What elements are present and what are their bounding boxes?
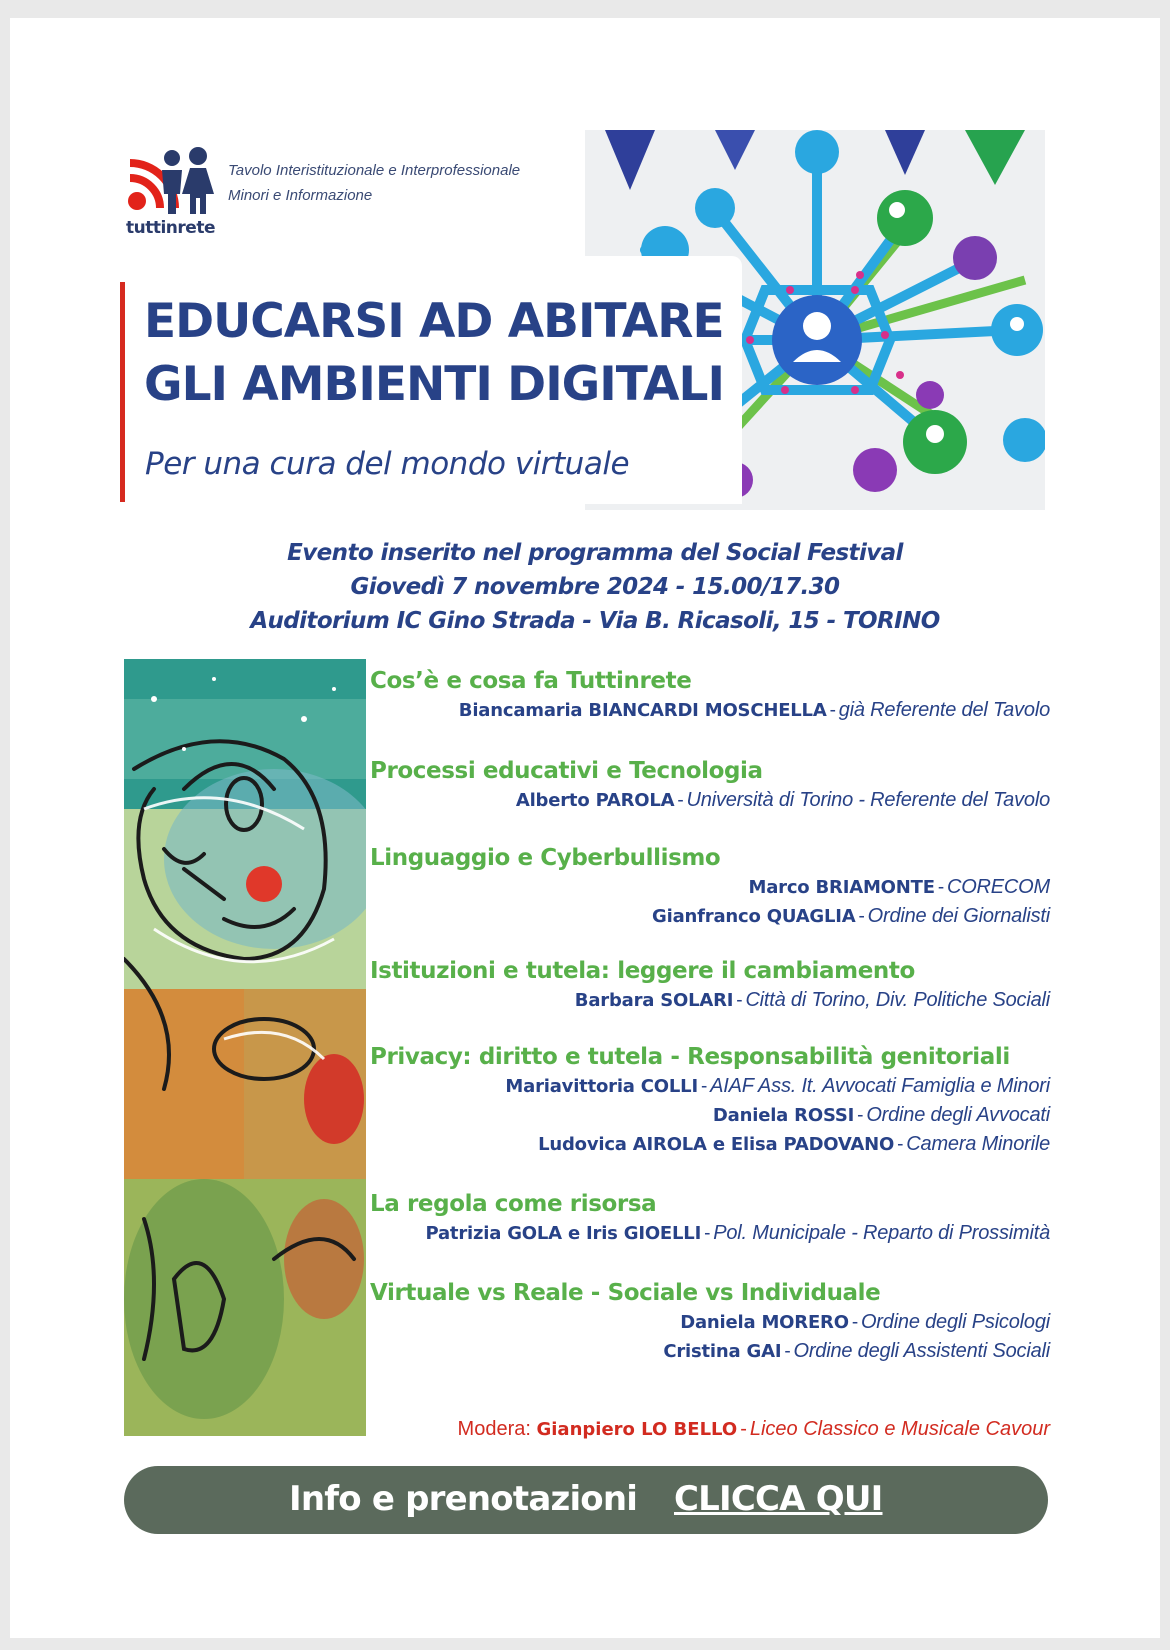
event-location: Auditorium IC Gino Strada - Via B. Ricasoli, 15 - TORINO: [250, 608, 940, 634]
booking-label: Info e prenotazioni: [289, 1479, 638, 1519]
speaker-line: Ludovica AIROLA e Elisa PADOVANO - Camera Minorile: [538, 1133, 1050, 1155]
speaker-line: Daniela MORERO - Ordine degli Psicologi: [680, 1311, 1050, 1333]
speaker-role: già Referente del Tavolo: [838, 699, 1050, 721]
moderator-name: Gianpiero LO BELLO: [536, 1419, 738, 1440]
speaker-line: Barbara SOLARI - Città di Torino, Div. Politiche Sociali: [574, 989, 1050, 1011]
booking-banner: [124, 1466, 1048, 1534]
speaker-role: Camera Minorile: [906, 1133, 1050, 1155]
speaker-name: Daniela MORERO: [680, 1312, 849, 1333]
section-title: Linguaggio e Cyberbullismo: [370, 845, 721, 871]
flyer-page: [10, 18, 1160, 1638]
speaker-name: Alberto PAROLA: [515, 790, 675, 811]
click-here-link[interactable]: CLICCA QUI: [674, 1479, 883, 1519]
program-section: [370, 843, 1050, 931]
section-title: Istituzioni e tutela: leggere il cambiamento: [370, 958, 915, 984]
speaker-line: Marco BRIAMONTE - CORECOM: [748, 876, 1050, 898]
section-title: La regola come risorsa: [370, 1191, 657, 1217]
speaker-role: Città di Torino, Div. Politiche Sociali: [745, 989, 1050, 1011]
speaker-name: Ludovica AIROLA e Elisa PADOVANO: [538, 1134, 895, 1155]
speaker-role: Ordine degli Avvocati: [866, 1104, 1050, 1126]
speaker-name: Biancamaria BIANCARDI MOSCHELLA: [458, 700, 827, 721]
logo-wordmark: tuttinrete: [126, 218, 215, 238]
speaker-role: Ordine degli Assistenti Sociali: [793, 1340, 1050, 1362]
page-subtitle: Per una cura del mondo virtuale: [145, 446, 630, 482]
program-section: [370, 666, 1050, 725]
speaker-role: Università di Torino - Referente del Tavolo: [686, 789, 1050, 811]
speaker-line: Alberto PAROLA - Università di Torino - Referente del Tavolo: [515, 789, 1050, 811]
program-section: [370, 1189, 1050, 1248]
event-info: [120, 536, 1070, 638]
speaker-role: Pol. Municipale - Reparto di Prossimità: [713, 1222, 1050, 1244]
speaker-line: Biancamaria BIANCARDI MOSCHELLA - già Referente del Tavolo: [458, 699, 1050, 721]
speaker-name: Cristina GAI: [663, 1341, 782, 1362]
event-line-1: Evento inserito nel programma del Social Festival: [287, 540, 903, 566]
title-line-2: GLI AMBIENTI DIGITALI: [144, 357, 724, 412]
moderator-role: Liceo Classico e Musicale Cavour: [749, 1418, 1050, 1440]
section-title: Cos’è e cosa fa Tuttinrete: [370, 668, 692, 694]
speaker-line: Patrizia GOLA e Iris GIOELLI - Pol. Municipale - Reparto di Prossimità: [425, 1222, 1050, 1244]
tagline-line-2: Minori e Informazione: [228, 187, 373, 204]
speaker-name: Patrizia GOLA e Iris GIOELLI: [425, 1223, 702, 1244]
speaker-role: Ordine dei Giornalisti: [867, 905, 1050, 927]
program-section: [370, 1278, 1050, 1366]
event-date: Giovedì 7 novembre 2024 - 15.00/17.30: [350, 574, 840, 600]
moderator-line: Modera: Gianpiero LO BELLO - Liceo Classico e Musicale Cavour: [457, 1418, 1050, 1440]
speaker-line: Cristina GAI - Ordine degli Assistenti Sociali: [663, 1340, 1050, 1362]
title-accent-bar: [120, 282, 125, 502]
title-line-1: EDUCARSI AD ABITARE: [144, 294, 724, 349]
program-section: [370, 756, 1050, 815]
speaker-line: Daniela ROSSI - Ordine degli Avvocati: [712, 1104, 1050, 1126]
moderator-label: Modera:: [457, 1418, 531, 1440]
abstract-face-painting: [124, 659, 366, 1436]
speaker-name: Daniela ROSSI: [712, 1105, 855, 1126]
title-panel: [120, 256, 742, 504]
speaker-name: Gianfranco QUAGLIA: [652, 906, 856, 927]
section-title: Processi educativi e Tecnologia: [370, 758, 763, 784]
speaker-name: Barbara SOLARI: [574, 990, 734, 1011]
section-title: Virtuale vs Reale - Sociale vs Individuale: [370, 1280, 881, 1306]
organization-tagline: [228, 158, 568, 208]
speaker-role: CORECOM: [946, 876, 1050, 898]
program-section: [370, 1042, 1050, 1159]
tagline-line-1: Tavolo Interistituzionale e Interprofessionale: [228, 162, 521, 179]
program-section: [370, 956, 1050, 1015]
speaker-role: Ordine degli Psicologi: [860, 1311, 1050, 1333]
speaker-role: AIAF Ass. It. Avvocati Famiglia e Minori: [710, 1075, 1050, 1097]
section-title: Privacy: diritto e tutela - Responsabilità genitoriali: [370, 1044, 1010, 1070]
speaker-name: Mariavittoria COLLI: [505, 1076, 698, 1097]
speaker-name: Marco BRIAMONTE: [748, 877, 935, 898]
speaker-line: Gianfranco QUAGLIA - Ordine dei Giornalisti: [652, 905, 1050, 927]
speaker-line: Mariavittoria COLLI - AIAF Ass. It. Avvocati Famiglia e Minori: [505, 1075, 1050, 1097]
page-title: [144, 290, 724, 416]
tuttinrete-logo-icon: [120, 128, 220, 223]
